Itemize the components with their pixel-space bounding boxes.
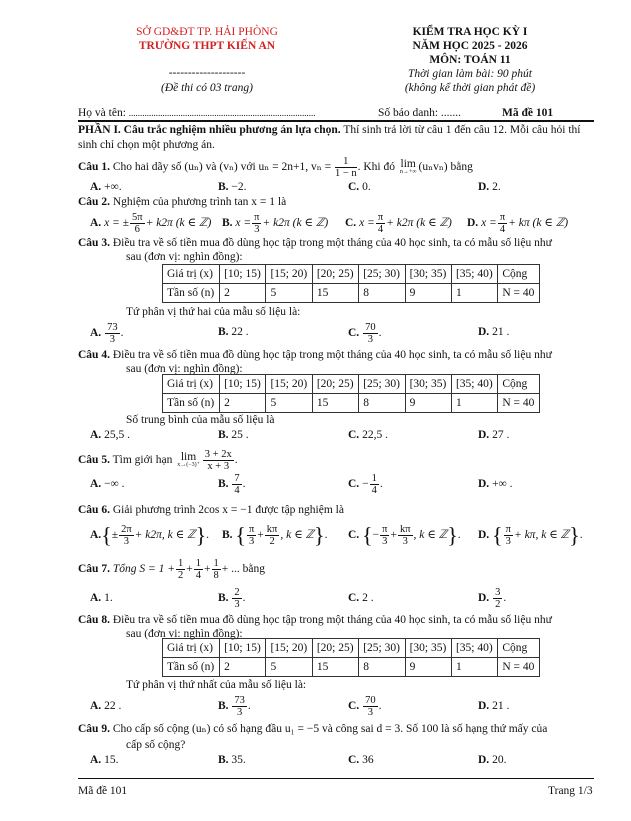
value-cell: 5 [266, 658, 312, 677]
q4-option-c[interactable]: C. 22,5 . [348, 429, 388, 441]
question-4: Câu 4. Điều tra về số tiền mua đồ dùng học tập trong một tháng của 40 học sinh, ta có mẫu số liệu như [78, 349, 552, 361]
candidate-number-field: Số báo danh: ....... [378, 107, 462, 119]
q9-stem-cont: cấp số cộng? [126, 739, 186, 751]
q1-option-a[interactable]: A. +∞. [90, 181, 122, 193]
value-cell: Tần số (n) [163, 394, 220, 413]
value-cell: Tần số (n) [163, 284, 220, 303]
pages-note: (Đề thi có 03 trang) [161, 82, 253, 94]
table-header-row [163, 375, 540, 394]
q2-option-a[interactable]: A. x = ± $\frac{5\pi}{6}$ + k2π (k ∈ ℤ) [90, 212, 212, 235]
school-name: TRƯỜNG THPT KIẾN AN [138, 40, 276, 52]
value-cell: N = 40 [498, 284, 540, 303]
q8-prompt: Tứ phân vị thứ nhất của mẫu số liệu là: [126, 679, 307, 691]
q9-option-a[interactable]: A. 15. [90, 754, 119, 766]
header-cell: [15; 20) [266, 375, 312, 394]
q2-option-d[interactable]: D. x = $\frac{\pi}{4}$ + kπ (k ∈ ℤ) [467, 212, 569, 235]
value-cell: 2 [220, 394, 266, 413]
question-1: Câu 1. Cho hai dãy số (uₙ) và (vₙ) với uₙ = 2n+1, vₙ = $\frac{1}{1 - n}$ . Khi đó lim n→+∞ (uₙvₙ) bằng [78, 156, 473, 179]
value-cell: 2 [220, 284, 266, 303]
header-rule [78, 120, 594, 122]
q4-prompt: Số trung bình của mẫu số liệu là [126, 414, 275, 426]
q1-option-d[interactable]: D. 2. [478, 181, 501, 193]
q4-option-a[interactable]: A. 25,5 . [90, 429, 130, 441]
value-cell: 9 [405, 658, 451, 677]
q3-option-a[interactable]: A. $\frac{73}{3}$ . [90, 322, 124, 345]
section-text: Thí sinh trả lời từ câu 1 đến câu 12. Mỗi câu hỏi thí sinh chỉ chọn một phương án. [78, 124, 581, 151]
value-cell: 1 [451, 284, 497, 303]
footer-rule [78, 778, 594, 779]
exam-code: Mã đề 101 [502, 107, 554, 119]
q6-option-c[interactable]: C. {− $\frac{\pi}{3}$ + $\frac{k\pi}{3}$ , k ∈ ℤ}. [348, 522, 461, 548]
value-cell: 15 [312, 394, 358, 413]
q3-prompt: Tứ phân vị thứ hai của mẫu số liệu là: [126, 306, 301, 318]
header-cell: [30; 35) [405, 375, 451, 394]
header-cell: [35; 40) [451, 265, 497, 284]
value-cell: 15 [312, 658, 358, 677]
value-cell: 5 [266, 284, 312, 303]
header-cell: [35; 40) [451, 639, 497, 658]
q4-unit: sau (đơn vị: nghìn đồng): [126, 363, 243, 375]
value-cell: 9 [405, 394, 451, 413]
q8-option-c[interactable]: C. $\frac{70}{3}$ . [348, 695, 382, 718]
value-cell: 9 [405, 284, 451, 303]
q9-option-c[interactable]: C. 36 [348, 754, 374, 766]
question-8: Câu 8. Điều tra về số tiền mua đồ dùng học tập trong một tháng của 40 học sinh, ta có mẫu số liệu như [78, 614, 552, 626]
header-cell: Giá trị (x) [163, 639, 220, 658]
q5-option-c[interactable]: C. − $\frac{1}{4}$ . [348, 473, 383, 496]
q6-option-d[interactable]: D. { $\frac{\pi}{3}$ + kπ, k ∈ ℤ}. [478, 522, 583, 548]
q1-option-b[interactable]: B. −2. [218, 181, 247, 193]
name-dots: ................................................................................... [128, 108, 316, 118]
header-cell: [20; 25) [312, 375, 358, 394]
question-9: Câu 9. Cho cấp số cộng (uₙ) có số hạng đầu u₁ = −5 và công sai d = 3. Số 100 là số hạng thứ mấy của [78, 723, 548, 735]
header-cell: Giá trị (x) [163, 265, 220, 284]
value-cell: 1 [451, 658, 497, 677]
department: SỞ GD&ĐT TP. HẢI PHÒNG [136, 26, 278, 38]
q8-option-a[interactable]: A. 22 . [90, 700, 122, 712]
header-cell: Giá trị (x) [163, 375, 220, 394]
table-row [163, 658, 540, 677]
q8-unit: sau (đơn vị: nghìn đồng): [126, 628, 243, 640]
q2-option-c[interactable]: C. x = $\frac{\pi}{4}$ + k2π (k ∈ ℤ) [345, 212, 452, 235]
header-cell: [10; 15) [220, 639, 266, 658]
value-cell: N = 40 [498, 658, 540, 677]
header-cell: Cộng [498, 265, 540, 284]
value-cell: 8 [359, 284, 405, 303]
school-year: NĂM HỌC 2025 - 2026 [412, 40, 528, 52]
q9-option-d[interactable]: D. 20. [478, 754, 507, 766]
header-cell: Cộng [498, 639, 540, 658]
q6-option-b[interactable]: B. { $\frac{\pi}{3}$ + $\frac{k\pi}{2}$ , k ∈ ℤ}. [222, 522, 328, 548]
q1-option-c[interactable]: C. 0. [348, 181, 371, 193]
header-cell: [25; 30) [359, 375, 405, 394]
fraction: $\frac{1}{1 - n}$ [334, 156, 357, 179]
value-cell: 1 [451, 394, 497, 413]
exam-time: Thời gian làm bài: 90 phút [407, 68, 533, 80]
header-cell: [30; 35) [405, 265, 451, 284]
question-2: Câu 2. Nghiệm của phương trình tan x = 1 là [78, 196, 287, 208]
footer-exam-code: Mã đề 101 [78, 785, 128, 797]
q4-option-d[interactable]: D. 27 . [478, 429, 510, 441]
frequency-table-q4 [162, 374, 540, 413]
name-label: Họ và tên: [78, 107, 129, 119]
q5-option-b[interactable]: B. $\frac{7}{4}$ . [218, 473, 246, 496]
table-row [163, 284, 540, 303]
frequency-table-q3 [162, 264, 540, 303]
subject: MÔN: TOÁN 11 [429, 54, 511, 66]
value-cell: 8 [359, 394, 405, 413]
header-cell: [15; 20) [266, 265, 312, 284]
question-5: Câu 5. Tìm giới hạn lim x→(−3)⁺ $\frac{3 + 2x}{x + 3}$ . [78, 449, 238, 472]
question-7: Câu 7. Tổng S = 1 + $\frac{1}{2}$ + $\frac{1}{4}$ + $\frac{1}{8}$ + ... bằng [78, 558, 265, 581]
header-cell: [30; 35) [405, 639, 451, 658]
value-cell: 5 [266, 394, 312, 413]
question-6: Câu 6. Giải phương trình 2cos x = −1 được tập nghiệm là [78, 504, 344, 516]
table-row [163, 394, 540, 413]
header-cell: [25; 30) [359, 265, 405, 284]
q5-option-d[interactable]: D. +∞ . [478, 478, 513, 490]
q7-option-a[interactable]: A. 1. [90, 592, 113, 604]
value-cell: Tần số (n) [163, 658, 220, 677]
header-cell: [25; 30) [359, 639, 405, 658]
q3-option-c[interactable]: C. $\frac{70}{3}$ . [348, 322, 382, 345]
q7-option-c[interactable]: C. 2 . [348, 592, 374, 604]
q4-option-b[interactable]: B. 25 . [218, 429, 249, 441]
header-cell: [35; 40) [451, 375, 497, 394]
section-intro [78, 123, 594, 153]
divider-dashes: -------------------- [168, 67, 246, 79]
section-title: PHẦN I. Câu trắc nghiệm nhiều phương án lựa chọn. [78, 124, 341, 136]
header-cell: Cộng [498, 375, 540, 394]
q9-option-b[interactable]: B. 35. [218, 754, 246, 766]
header-cell: [10; 15) [220, 375, 266, 394]
q8-option-b[interactable]: B. $\frac{73}{3}$ . [218, 695, 251, 718]
exam-title: KIỂM TRA HỌC KỲ I [412, 26, 528, 38]
frequency-table-q8 [162, 638, 540, 677]
question-3: Câu 3. Điều tra về số tiền mua đồ dùng học tập trong một tháng của 40 học sinh, ta có mẫu số liệu như [78, 237, 552, 249]
header-cell: [20; 25) [312, 265, 358, 284]
q3-option-b[interactable]: B. 22 . [218, 326, 249, 338]
header-cell: [10; 15) [220, 265, 266, 284]
header-cell: [15; 20) [266, 639, 312, 658]
header-cell: [20; 25) [312, 639, 358, 658]
q3-unit: sau (đơn vị: nghìn đồng): [126, 251, 243, 263]
q8-option-d[interactable]: D. 21 . [478, 700, 510, 712]
page-number: Trang 1/3 [548, 785, 593, 797]
q2-option-b[interactable]: B. x = $\frac{\pi}{3}$ + k2π (k ∈ ℤ) [222, 212, 329, 235]
value-cell: 8 [359, 658, 405, 677]
student-name-field [78, 106, 316, 120]
table-header-row [163, 639, 540, 658]
value-cell: 15 [312, 284, 358, 303]
table-header-row [163, 265, 540, 284]
exam-time-note: (không kể thời gian phát đề) [404, 82, 536, 94]
q6-option-a[interactable]: A.{± $\frac{2\pi}{3}$ + k2π, k ∈ ℤ}. [90, 522, 209, 548]
limit: lim n→+∞ [399, 158, 417, 175]
q7-option-d[interactable]: D. $\frac{3}{2}$ . [478, 587, 507, 610]
q3-option-d[interactable]: D. 21 . [478, 326, 510, 338]
value-cell: 2 [220, 658, 266, 677]
q7-option-b[interactable]: B. $\frac{2}{3}$ . [218, 587, 246, 610]
value-cell: N = 40 [498, 394, 540, 413]
q5-option-a[interactable]: A. −∞ . [90, 478, 125, 490]
